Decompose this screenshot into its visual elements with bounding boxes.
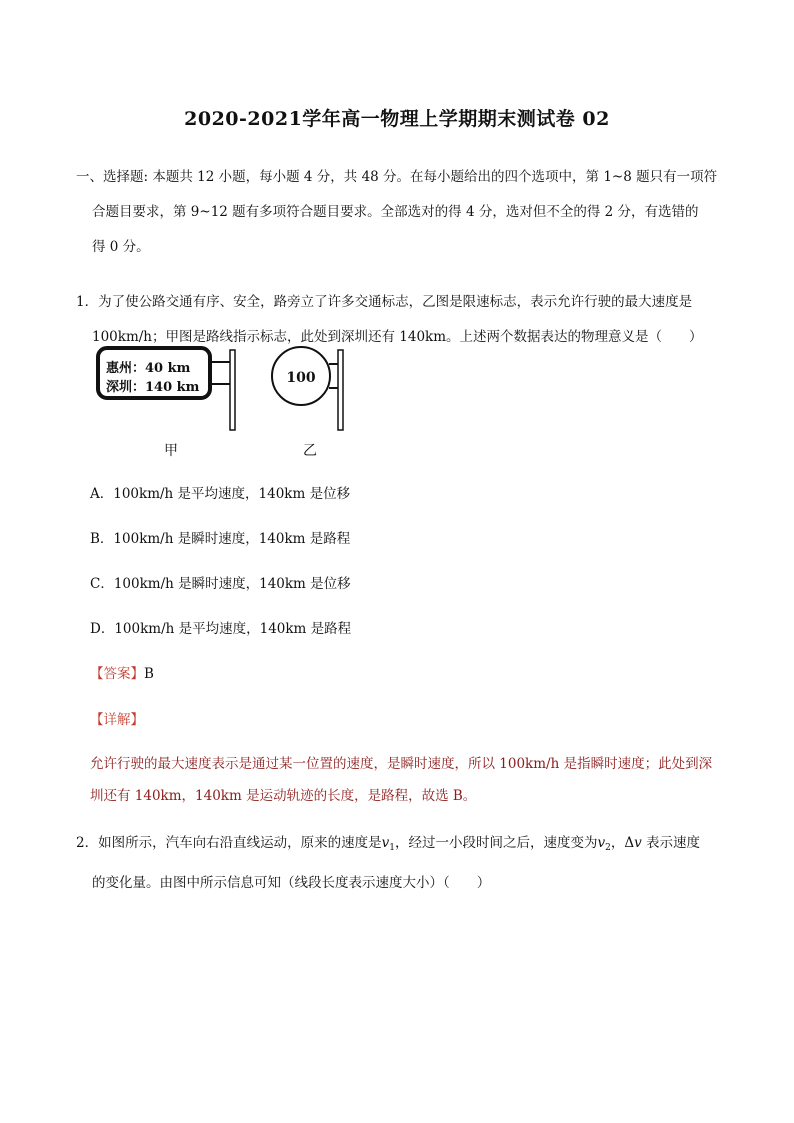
question-1-line-1: 1．为了使公路交通有序、安全，路旁立了许多交通标志，乙图是限速标志，表示允许行驶的最大速度是 [76,294,693,310]
question-1-line-2: 100km/h；甲图是路线指示标志，此处到深圳还有 140km。上述两个数据表达的物理意义是（ ） [92,329,703,345]
route-sign-line-2: 深圳：140 km [106,380,200,395]
section-instructions [76,160,726,265]
explanation-line-1: 允许行驶的最大速度表示是通过某一位置的速度，是瞬时速度，所以 100km/h 是指瞬时速度；此处到深 [90,756,713,772]
speed-limit-sign [272,347,343,430]
explain-tag: 【详解】 [90,712,144,728]
figure-caption-left: 甲 [164,443,178,459]
route-sign-post [230,350,235,430]
question-2-text-d: 表示速度 [641,835,701,851]
section-line-1: 一、选择题: 本题共 12 小题，每小题 4 分，共 48 分。在每小题给出的四个选项中，第 1~8 题只有一项符 [76,169,718,185]
question-2-text-a: 2．如图所示，汽车向右沿直线运动，原来的速度是 [76,835,382,851]
section-line-3: 得 0 分。 [92,239,150,255]
route-sign-line-1: 惠州：40 km [106,361,191,376]
question-2-stem [76,826,726,901]
question-2-text-c: ，Δ [610,835,635,851]
explanation-line-2: 圳还有 140km，140km 是运动轨迹的长度，是路程，故选 B。 [90,788,477,804]
figure-caption-right: 乙 [303,443,317,459]
answer-tag: 【答案】 [90,666,144,682]
v1-symbol: v [381,835,390,851]
answer-value: B [144,666,154,682]
page-title: 2020-2021学年高一物理上学期期末测试卷 02 [184,108,610,130]
question-2-line-2: 的变化量。由图中所示信息可知（线段长度表示速度大小）（ ） [92,875,491,891]
answer-line [90,664,154,684]
option-d: D．100km/h 是平均速度，140km 是路程 [90,621,352,637]
section-line-2: 合题目要求，第 9~12 题有多项符合题目要求。全部选对的得 4 分，选对但不全的得 2 分，有选错的 [92,204,699,220]
question-2-text-b: ，经过一小段时间之后，速度变为 [394,835,598,851]
option-b: B．100km/h 是瞬时速度，140km 是路程 [90,531,351,547]
v2-symbol: v [597,835,606,851]
v2-subscript: 2 [605,843,611,853]
traffic-signs-figure [96,342,356,462]
explanation [90,748,730,812]
speed-limit-post [338,350,343,430]
route-sign [98,348,235,430]
v1-subscript: 1 [389,843,395,853]
speed-limit-value: 100 [286,370,316,386]
delta-v-symbol: v [634,835,642,851]
option-a: A．100km/h 是平均速度，140km 是位移 [90,486,351,502]
question-2-line-1 [76,826,726,866]
option-c: C．100km/h 是瞬时速度，140km 是位移 [90,576,351,592]
